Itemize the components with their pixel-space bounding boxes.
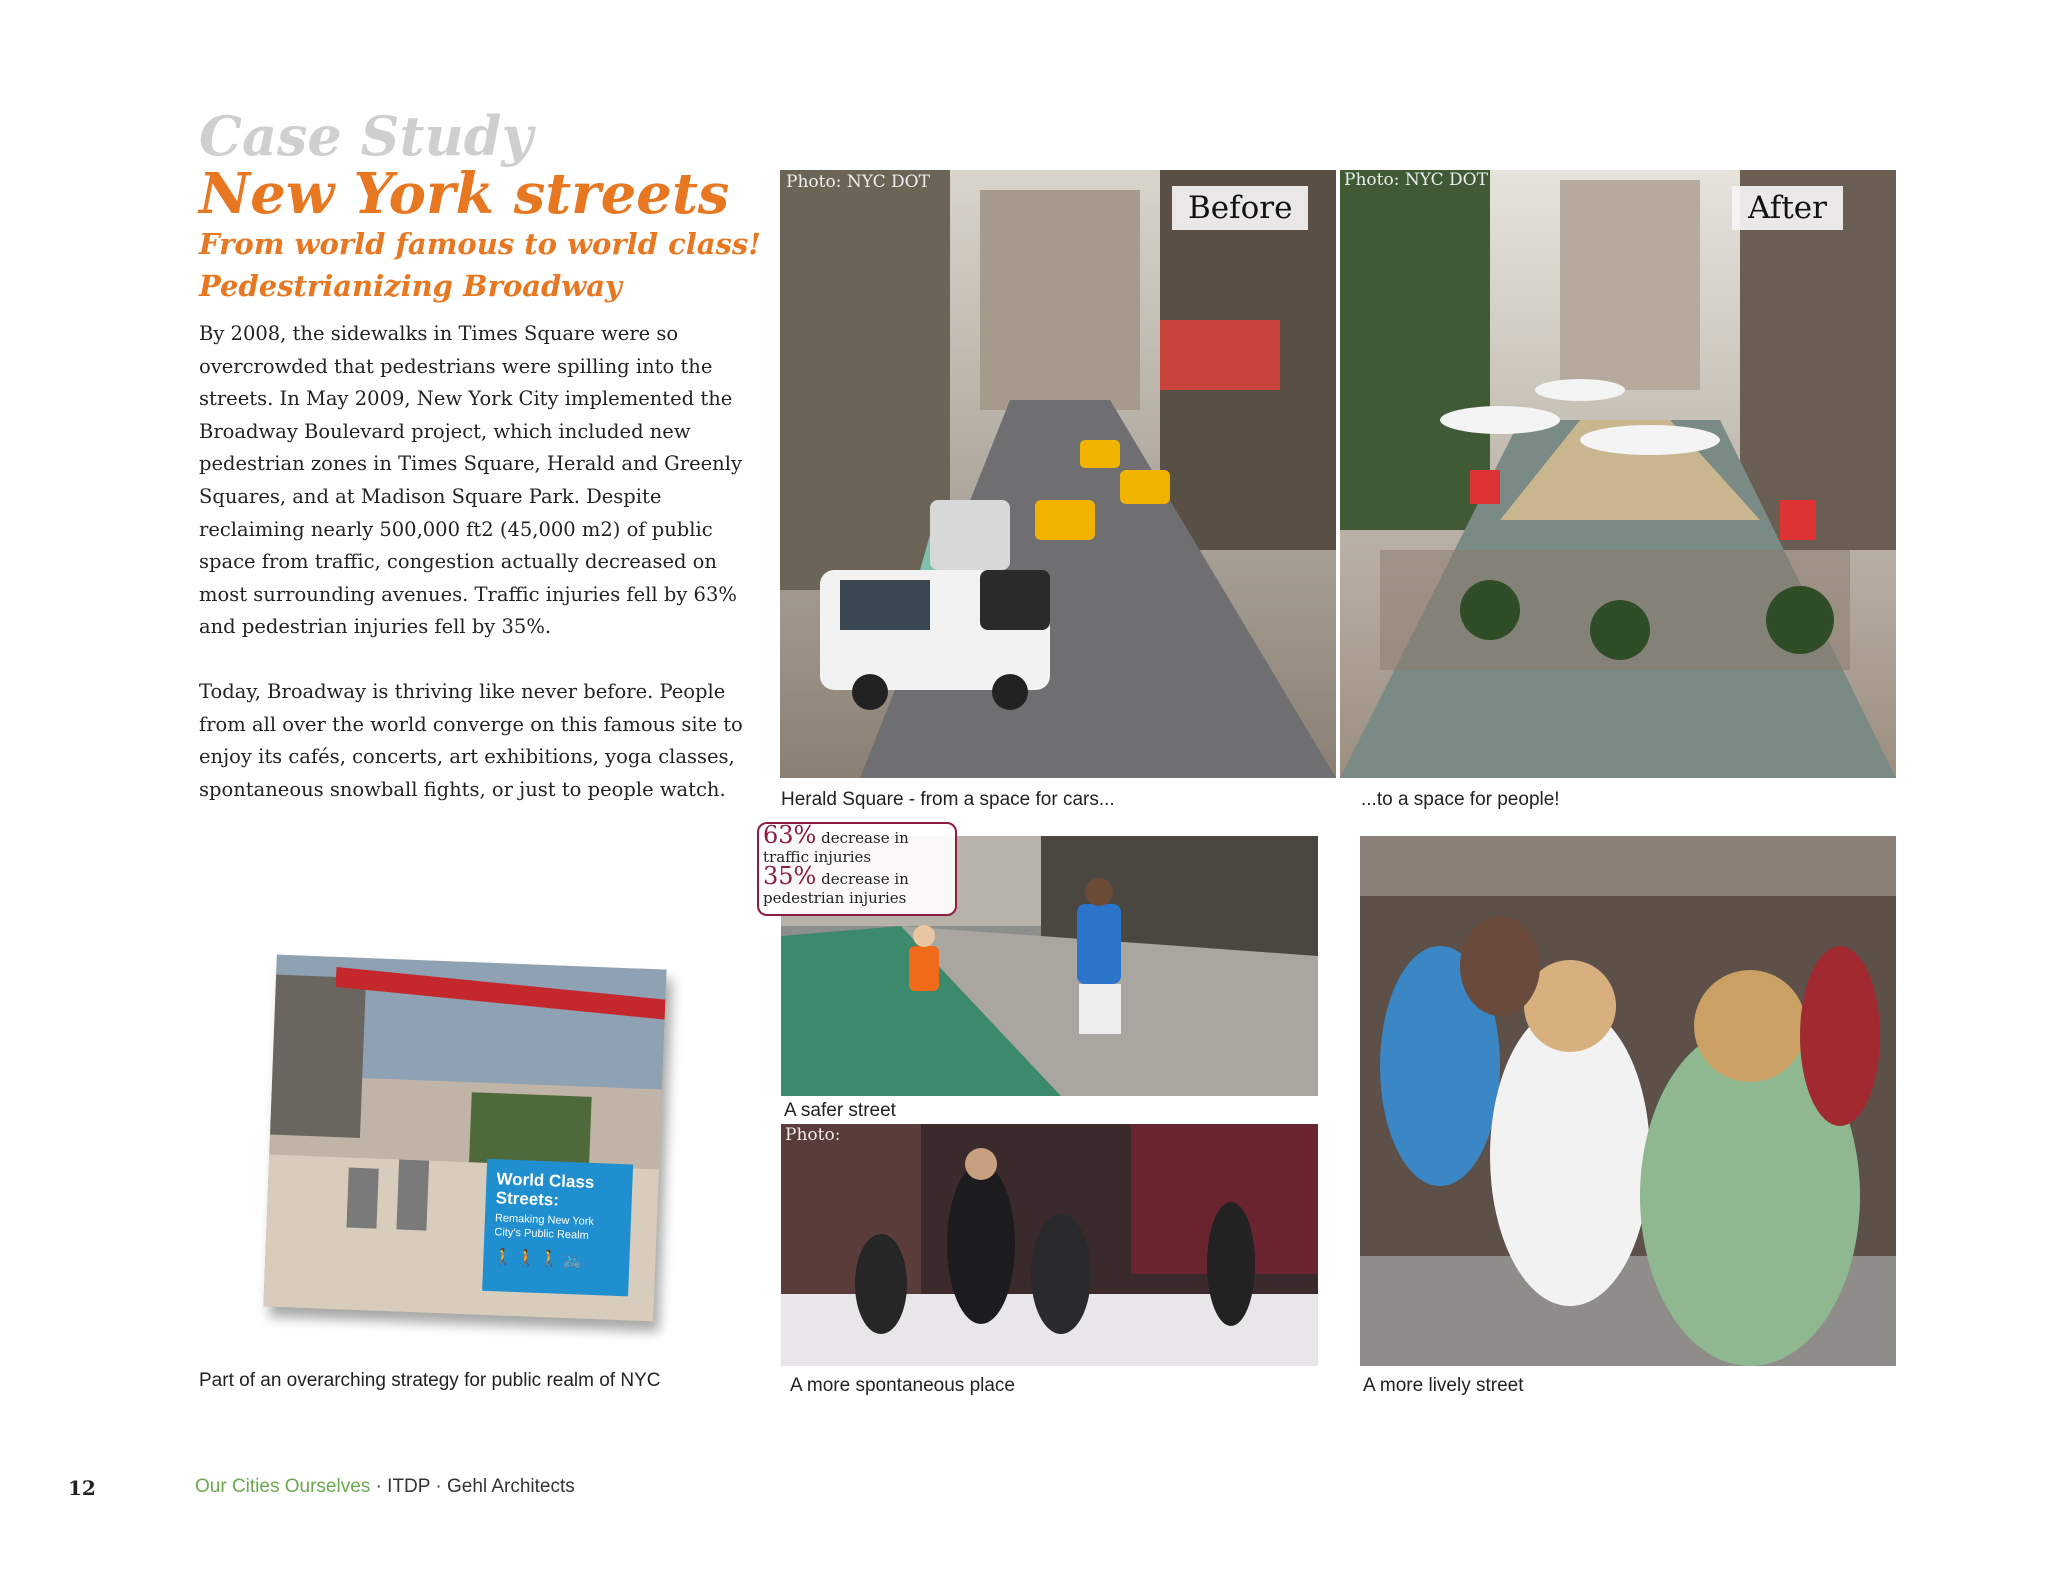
snow-caption: A more spontaneous place: [790, 1375, 1015, 1396]
page-title: New York streets: [199, 161, 730, 227]
lively-street-photo: [1360, 836, 1896, 1366]
footer-partners: · ITDP · Gehl Architects: [370, 1476, 575, 1497]
traffic-injury-stat-value: 63%: [763, 821, 817, 849]
book-cover-label: [482, 1159, 633, 1297]
footer-publication: Our Cities Ourselves: [195, 1476, 371, 1497]
page-number: 12: [68, 1476, 96, 1500]
after-caption: ...to a space for people!: [1361, 789, 1560, 810]
before-photo: [780, 170, 1336, 778]
before-photo-credit: Photo: NYC DOT: [786, 172, 930, 192]
body-paragraph-2: Today, Broadway is thriving like never before. People from all over the world converge on this famous site to enjoy its cafés, concerts, art exhibitions, yoga classes, spontaneous snowball fights, or just to people watch.: [199, 679, 743, 801]
after-photo: [1340, 170, 1896, 778]
pedestrian-plaza-image: [1340, 170, 1896, 778]
book-cover-subtitle: Remaking New York City's Public Realm: [494, 1212, 595, 1242]
after-label: After: [1732, 186, 1843, 230]
before-caption: Herald Square - from a space for cars...: [781, 789, 1115, 810]
body-paragraph-1: By 2008, the sidewalks in Times Square were so overcrowded that pedestrians were spilling into the streets. In May 2009, New York City implemented the Broadway Boulevard project, which included new pedestrian zones in Times Square, Herald and Greenly Squares, and at Madison Square Park. Despite reclaiming nearly 500,000 ft2 (45,000 m2) of public space from traffic, congestion actually decreased on most surrounding avenues. Traffic injuries fell by 63% and pedestrian injuries fell by 35%.: [199, 322, 742, 639]
book-cover: [263, 955, 666, 1322]
book-caption: Part of an overarching strategy for public realm of NYC: [199, 1370, 661, 1391]
injury-stats-callout: [757, 822, 957, 916]
street-traffic-image: [780, 170, 1336, 778]
lively-caption: A more lively street: [1363, 1375, 1524, 1396]
pedestrian-icons: 🚶🚶🚶🚲: [493, 1249, 586, 1270]
dancing-crowd-image: [1360, 836, 1896, 1366]
before-label: Before: [1172, 186, 1308, 230]
subtitle-primary: From world famous to world class!: [199, 227, 761, 261]
traffic-injury-stat-text: decrease in traffic injuries: [763, 829, 909, 866]
pedestrian-injury-stat-text: decrease in pedestrian injuries: [763, 870, 909, 907]
snowball-fight-image: [781, 1124, 1318, 1366]
kicker-heading: Case Study: [199, 104, 533, 168]
body-text: [199, 318, 744, 838]
snowball-photo: [781, 1124, 1318, 1366]
book-cover-title: World Class Streets:: [495, 1169, 595, 1210]
snow-photo-credit: Photo:: [785, 1125, 841, 1145]
after-photo-credit: Photo: NYC DOT: [1344, 170, 1488, 190]
safer-caption: A safer street: [784, 1100, 896, 1121]
subtitle-secondary: Pedestrianizing Broadway: [199, 269, 622, 303]
footer-credits: [195, 1476, 575, 1498]
pedestrian-injury-stat-value: 35%: [763, 862, 817, 890]
